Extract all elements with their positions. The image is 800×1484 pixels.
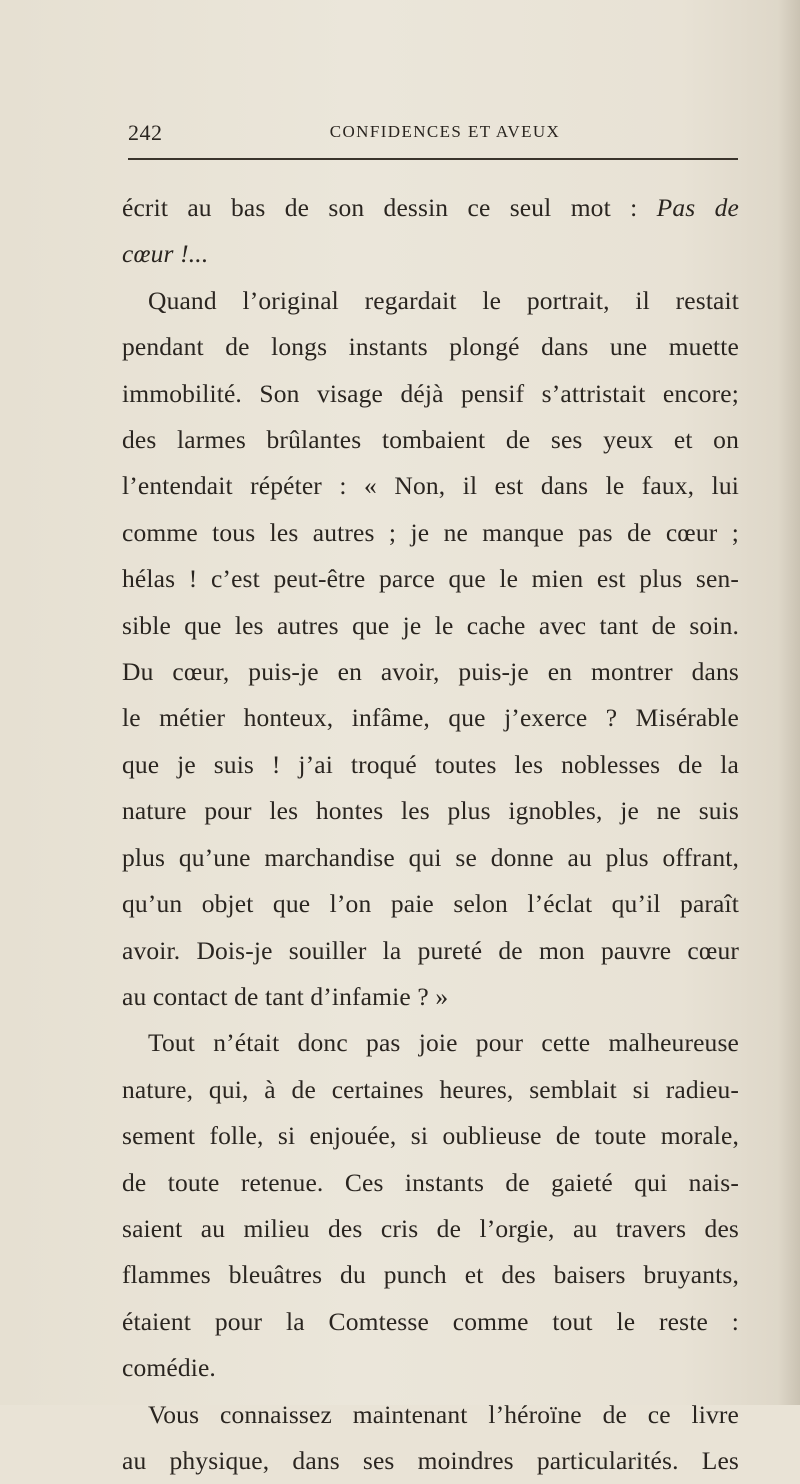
- text-line: hélas ! c’est peut-être parce que le mien est plus sen-: [122, 564, 739, 594]
- text-line: nature, qui, à de certaines heures, semblait si radieu-: [122, 1074, 739, 1104]
- text-line: au contact de tant d’infamie ? »: [122, 981, 449, 1011]
- text-line: plus qu’une marchandise qui se donne au plus offrant,: [122, 842, 739, 872]
- text-line: des larmes brûlantes tombaient de ses yeux et on: [122, 425, 739, 455]
- text-line: flammes bleuâtres du punch et des baisers bruyants,: [122, 1260, 739, 1290]
- text-line: le métier honteux, infâme, que j’exerce ? Misérable: [122, 703, 739, 733]
- italic-phrase: Pas de: [656, 193, 740, 222]
- page-number: 242: [128, 120, 163, 145]
- text-line: comme tous les autres ; je ne manque pas de cœur ;: [122, 517, 739, 547]
- text-line: avoir. Dois-je souiller la pureté de mon pauvre cœur: [122, 935, 739, 965]
- text-line: sement folle, si enjouée, si oublieuse de toute morale,: [122, 1121, 739, 1151]
- page-edge-shadow: [778, 0, 800, 1405]
- text-segment: écrit au bas de son dessin ce seul mot :: [122, 193, 657, 222]
- text-line: Du cœur, puis-je en avoir, puis-je en montrer dans: [122, 657, 739, 687]
- paragraph-first-line: Vous connaissez maintenant l’héroïne de ce livre: [148, 1399, 739, 1429]
- paragraph-first-line: Quand l’original regardait le portrait, il restait: [148, 285, 739, 315]
- text-line: sible que les autres que je le cache avec tant de soin.: [122, 610, 739, 640]
- text-line: pendant de longs instants plongé dans une muette: [122, 332, 739, 362]
- text-line: nature pour les hontes les plus ignobles, je ne suis: [122, 796, 739, 826]
- page-header: [128, 110, 738, 150]
- italic-phrase: cœur !...: [122, 239, 209, 269]
- paragraph-first-line: Tout n’était donc pas joie pour cette malheureuse: [148, 1028, 739, 1058]
- text-line: au physique, dans ses moindres particularités. Les: [122, 1445, 739, 1475]
- text-line: qu’un objet que l’on paie selon l’éclat qu’il paraît: [122, 889, 739, 919]
- text-line: l’entendait répéter : « Non, il est dans le faux, lui: [122, 471, 739, 501]
- text-line: [122, 185, 739, 231]
- header-rule: [128, 158, 738, 160]
- running-head: CONFIDENCES ET AVEUX: [329, 122, 561, 141]
- text-line: que je suis ! j’ai troqué toutes les noblesses de la: [122, 749, 739, 779]
- body-text: [122, 185, 739, 1484]
- text-line: saient au milieu des cris de l’orgie, au travers des: [122, 1213, 739, 1243]
- text-line: immobilité. Son visage déjà pensif s’attristait encore;: [122, 378, 739, 408]
- text-line: de toute retenue. Ces instants de gaieté qui nais-: [122, 1167, 739, 1197]
- text-line: étaient pour la Comtesse comme tout le reste :: [122, 1306, 739, 1336]
- text-line: comédie.: [122, 1353, 216, 1383]
